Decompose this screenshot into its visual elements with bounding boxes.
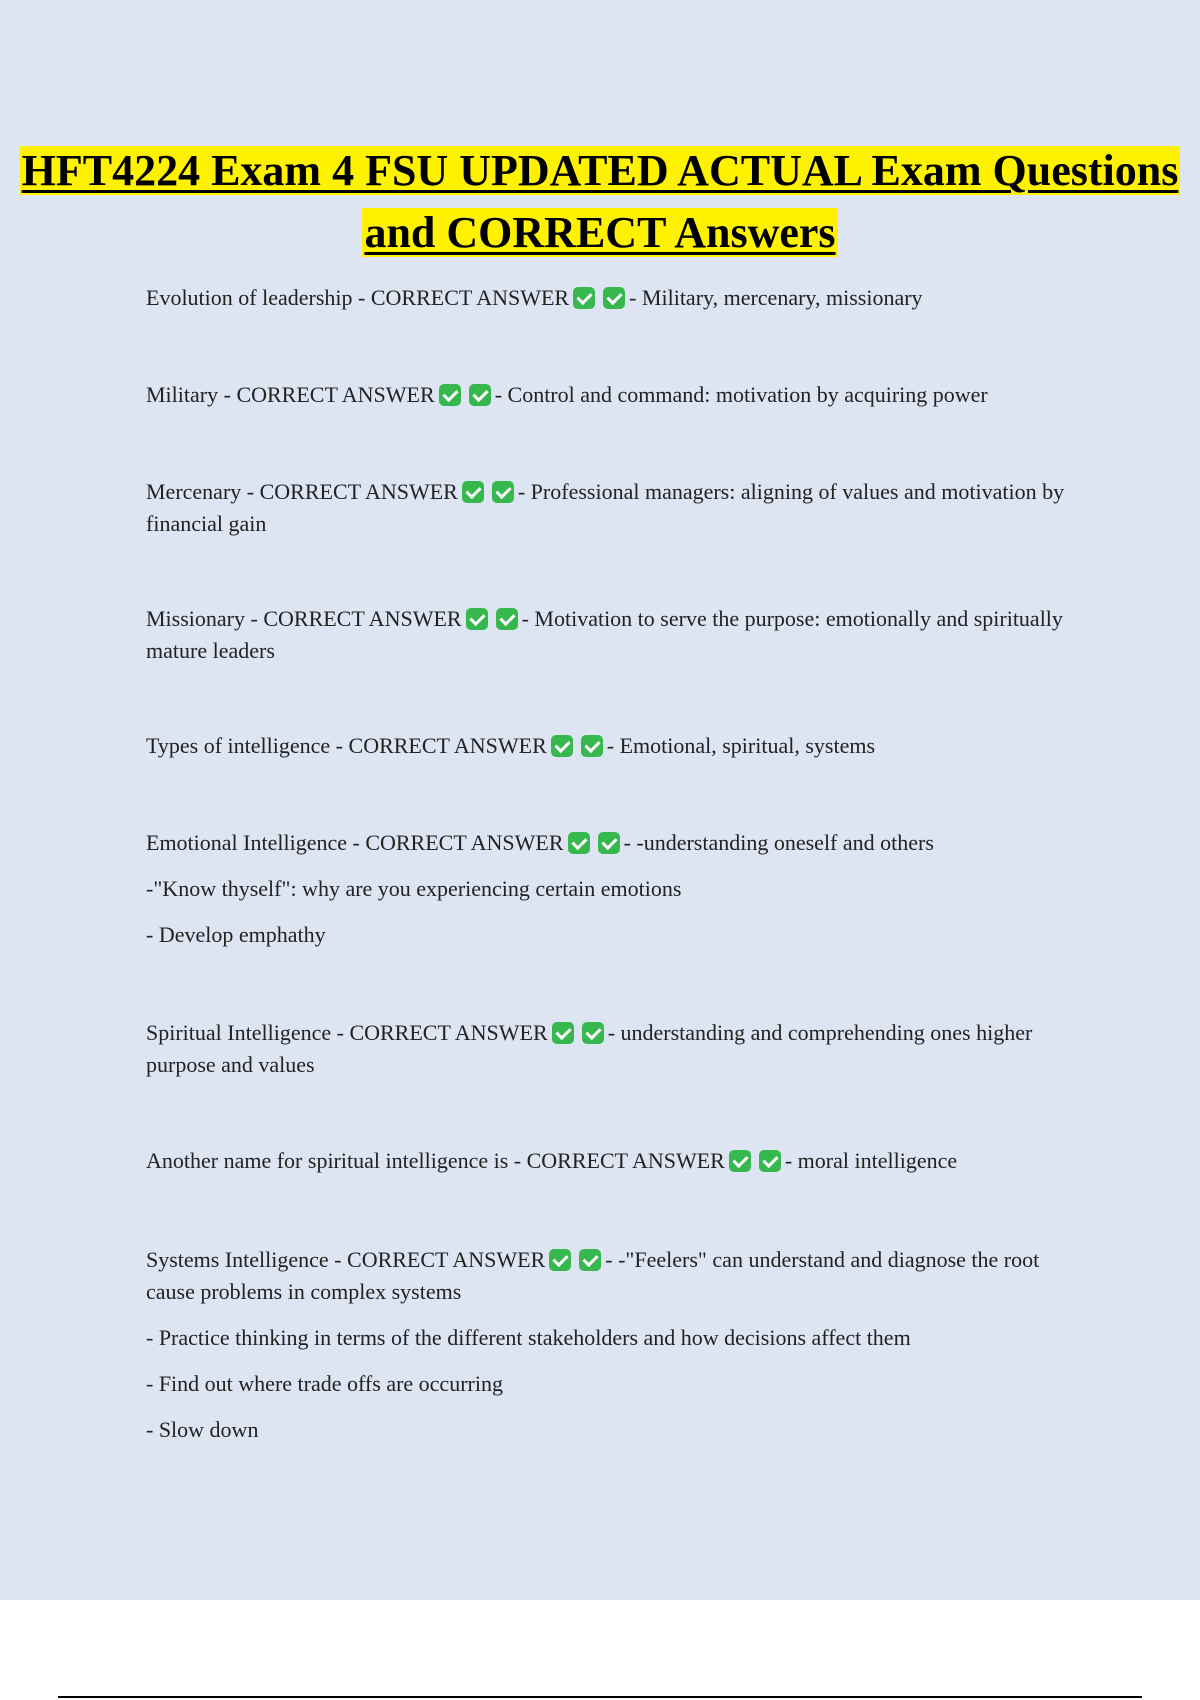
page-divider <box>58 1696 1142 1698</box>
green-check-icon <box>579 1249 601 1271</box>
term: Types of intelligence - <box>146 733 349 758</box>
answer: - understanding and comprehending ones higher purpose and values <box>146 1020 1033 1077</box>
green-check-icon <box>439 384 461 406</box>
answer-detail-line: - Develop emphathy <box>146 922 326 947</box>
qa-entry-evolution-of-leadership <box>146 282 1086 314</box>
answer-detail-line: - Find out where trade offs are occurring <box>146 1371 503 1396</box>
green-check-icon <box>552 1022 574 1044</box>
answer: - Emotional, spiritual, systems <box>606 733 876 758</box>
answer: - -"Feelers" can understand and diagnose the root cause problems in complex systems <box>146 1247 1040 1304</box>
qa-entry-military <box>146 379 1086 411</box>
answer-marker: CORRECT ANSWER <box>263 606 462 631</box>
green-check-icon <box>549 1249 571 1271</box>
answer: - Control and command: motivation by acquiring power <box>494 382 988 407</box>
answer: - Professional managers: aligning of values and motivation by financial gain <box>146 479 1065 536</box>
answer: - moral intelligence <box>784 1148 958 1173</box>
qa-entry-emotional-intelligence <box>146 827 1086 951</box>
green-check-icon <box>496 608 518 630</box>
qa-line <box>146 476 1086 540</box>
qa-entry-missionary <box>146 603 1086 667</box>
document-title-text: HFT4224 Exam 4 FSU UPDATED ACTUAL Exam Questions and CORRECT Answers <box>21 146 1179 257</box>
green-check-icon <box>492 481 514 503</box>
green-check-icon <box>582 1022 604 1044</box>
answer-marker: CORRECT ANSWER <box>236 382 435 407</box>
qa-line <box>146 282 1086 314</box>
term: Missionary - <box>146 606 264 631</box>
answer-marker: CORRECT ANSWER <box>526 1148 725 1173</box>
term: Emotional Intelligence - <box>146 830 366 855</box>
qa-entry-types-of-intelligence <box>146 730 1086 762</box>
qa-line <box>146 379 1086 411</box>
green-check-icon <box>729 1150 751 1172</box>
green-check-icon <box>462 481 484 503</box>
qa-line <box>146 827 1086 859</box>
green-check-icon <box>568 832 590 854</box>
answer: - -understanding oneself and others <box>623 830 934 855</box>
qa-line <box>146 1244 1086 1308</box>
answer-marker: CORRECT ANSWER <box>259 479 458 504</box>
qa-entry-systems-intelligence <box>146 1244 1086 1446</box>
green-check-icon <box>581 735 603 757</box>
green-check-icon <box>469 384 491 406</box>
qa-entry-another-name-spiritual <box>146 1145 1086 1177</box>
answer: - Military, mercenary, missionary <box>629 285 923 310</box>
green-check-icon <box>466 608 488 630</box>
qa-entry-spiritual-intelligence <box>146 1017 1086 1081</box>
term: Military - <box>146 382 237 407</box>
answer-marker: CORRECT ANSWER <box>370 285 570 310</box>
qa-line <box>146 1017 1086 1081</box>
answer: - Motivation to serve the purpose: emotionally and spiritually mature leaders <box>146 606 1063 663</box>
answer-marker: CORRECT ANSWER <box>348 733 547 758</box>
qa-line <box>146 1145 1086 1177</box>
answer-detail-line: - Practice thinking in terms of the different stakeholders and how decisions affect them <box>146 1325 911 1350</box>
green-check-icon <box>551 735 573 757</box>
answer-marker: CORRECT ANSWER <box>347 1247 546 1272</box>
qa-line <box>146 730 1086 762</box>
qa-entry-mercenary <box>146 476 1086 540</box>
qa-line <box>146 603 1086 667</box>
answer-marker: CORRECT ANSWER <box>349 1020 548 1045</box>
term: Evolution of leadership - <box>146 285 371 310</box>
term: Spiritual Intelligence - <box>146 1020 350 1045</box>
answer-marker: CORRECT ANSWER <box>365 830 564 855</box>
answer-detail-line: - Slow down <box>146 1417 259 1442</box>
green-check-icon <box>598 832 620 854</box>
term: Another name for spiritual intelligence is - <box>146 1148 527 1173</box>
green-check-icon <box>603 287 625 309</box>
term: Mercenary - <box>146 479 260 504</box>
green-check-icon <box>759 1150 781 1172</box>
green-check-icon <box>573 287 595 309</box>
answer-detail-line: -"Know thyself": why are you experiencing certain emotions <box>146 876 682 901</box>
document-title <box>0 140 1200 264</box>
term: Systems Intelligence - <box>146 1247 348 1272</box>
